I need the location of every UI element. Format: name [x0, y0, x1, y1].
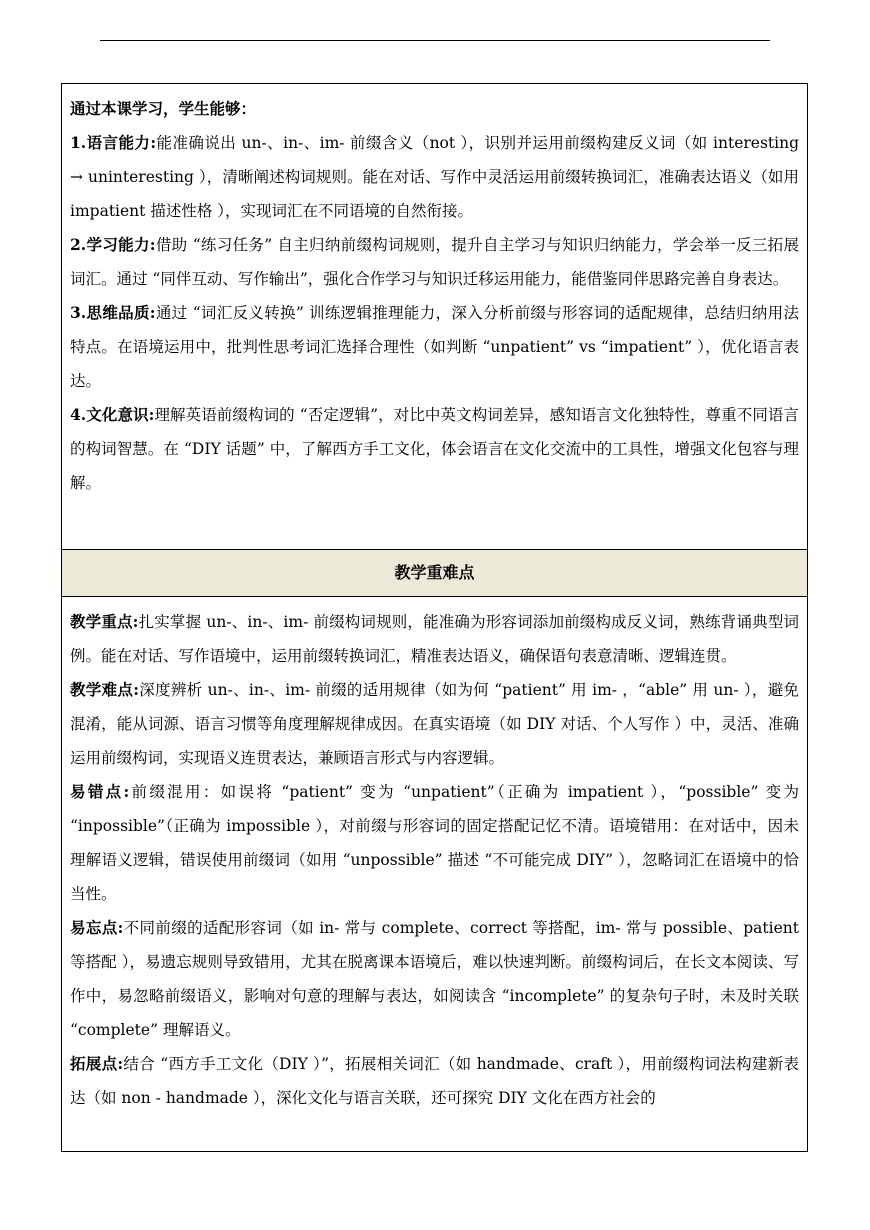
- lesson-plan-table: [61, 83, 808, 1152]
- objective-label: 1.语言能力:: [70, 133, 157, 152]
- point-text: 前缀混用：如误将 “patient” 变为 “unpatient”（正确为 impatient ），“possible” 变为 “inpossible”（正确为 impossible ），对前缀与形容词的固定搭配记忆不清。语境错用：在对话中，因未理解语义逻辑，错误使用前缀词（如用 “unpossible” 描述 “不可能完成 DIY” ），忽略词汇在语境中的恰当性。: [70, 783, 799, 903]
- objective-text: 借助 “练习任务” 自主归纳前缀构词规则，提升自主学习与知识归纳能力，学会举一反三拓展词汇。通过 “同伴互动、写作输出”，强化合作学习与知识迁移运用能力，能借鉴同伴思路完善自身表达。: [70, 236, 799, 288]
- section-heading-row: [62, 550, 808, 597]
- point-text: 扎实掌握 un-、in-、im- 前缀构词规则，能准确为形容词添加前缀构成反义词，熟练背诵典型词例。能在对话、写作语境中，运用前缀转换词汇，精准表达语义，确保语句表意清晰、逻辑连贯。: [70, 613, 799, 665]
- objective-text: 通过 “词汇反义转换” 训练逻辑推理能力，深入分析前缀与形容词的适配规律，总结归纳用法特点。在语境运用中，批判性思考词汇选择合理性（如判断 “unpatient” vs “impatient” ），优化语言表达。: [70, 304, 799, 390]
- section-title-key-difficult-points: 教学重难点: [62, 550, 808, 597]
- point-label: 拓展点:: [70, 1054, 124, 1073]
- point-label: 教学难点:: [70, 680, 139, 699]
- teaching-key-point: [70, 605, 799, 673]
- objective-language-ability: [70, 126, 799, 228]
- point-label: 易错点:: [70, 782, 130, 801]
- keypoints-cell: [62, 597, 808, 1152]
- objective-label: 4.文化意识:: [70, 405, 155, 424]
- point-text: 不同前缀的适配形容词（如 in- 常与 complete、correct 等搭配，im- 常与 possible、patient 等搭配 ），易遗忘规则导致错用，尤其在脱离课本语境后，难以快速判断。前缀构词后，在长文本阅读、写作中，易忽略前缀语义，影响对句意的理解与表达，如阅读含 “incomplete” 的复杂句子时，未及时关联 “complete” 理解语义。: [70, 919, 799, 1039]
- objective-text: 能准确说出 un-、in-、im- 前缀含义（not ），识别并运用前缀构建反义词（如 interesting → uninteresting ），清晰阐述构词规则。能在对话、写作中灵活运用前缀转换词汇，准确表达语义（如用 impatient 描述性格 ），实现词汇在不同语境的自然衔接。: [70, 134, 799, 220]
- point-text: 深度辨析 un-、in-、im- 前缀的适用规律（如为何 “patient” 用 im- ，“able” 用 un- ），避免混淆，能从词源、语言习惯等角度理解规律成因。在真实语境（如 DIY 对话、个人写作 ）中，灵活、准确运用前缀构词，实现语义连贯表达，兼顾语言形式与内容逻辑。: [70, 681, 799, 767]
- point-label: 易忘点:: [70, 918, 124, 937]
- objectives-row: [62, 84, 808, 550]
- objectives-cell: [62, 84, 808, 550]
- objective-label: 2.学习能力:: [70, 235, 156, 254]
- objective-cultural-awareness: [70, 398, 799, 500]
- point-label: 教学重点:: [70, 612, 139, 631]
- extension-point: [70, 1047, 799, 1115]
- easily-forgotten-point: [70, 911, 799, 1047]
- header-rule: [100, 40, 770, 41]
- objective-thinking-quality: [70, 296, 799, 398]
- objective-learning-ability: [70, 228, 799, 296]
- teaching-difficulty: [70, 673, 799, 775]
- objective-text: 理解英语前缀构词的 “否定逻辑”，对比中英文构词差异，感知语言文化独特性，尊重不同语言的构词智慧。在 “DIY 话题” 中，了解西方手工文化，体会语言在文化交流中的工具性，增强文化包容与理解。: [70, 406, 800, 492]
- point-text: 结合 “西方手工文化（DIY ）”，拓展相关词汇（如 handmade、craft ），用前缀构词法构建新表达（如 non - handmade ），深化文化与语言关联，还可探究 DIY 文化在西方社会的: [70, 1055, 799, 1107]
- objectives-intro: 通过本课学习，学生能够：: [70, 99, 257, 118]
- error-prone-point: [70, 775, 799, 911]
- objective-label: 3.思维品质:: [70, 303, 156, 322]
- keypoints-row: [62, 597, 808, 1152]
